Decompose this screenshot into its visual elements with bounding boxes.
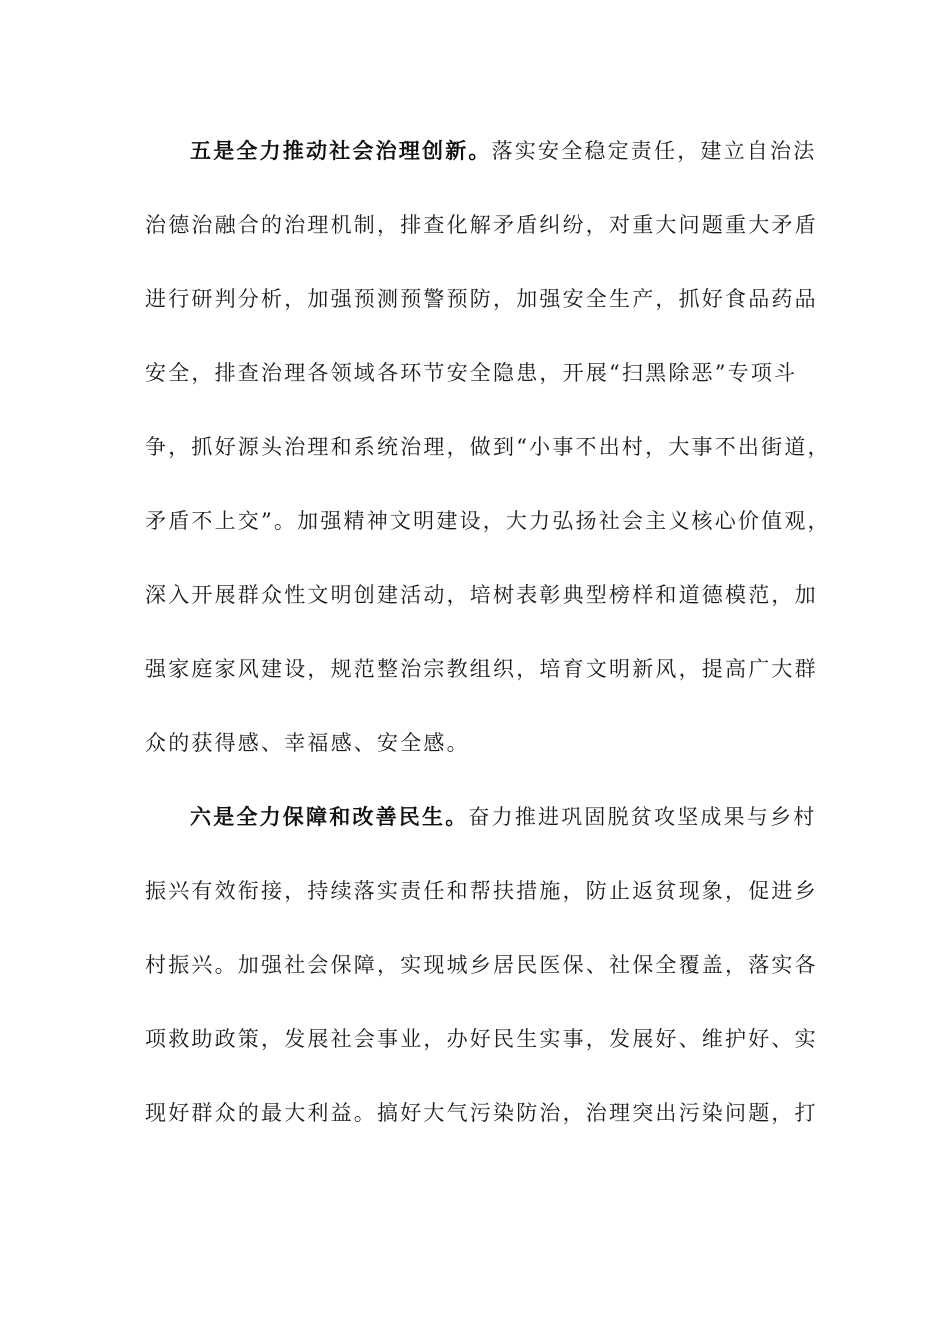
paragraph-2-line-1: [190, 797, 817, 837]
paragraph-1-line-7: 深入开展群众性文明创建活动，培树表彰典型榜样和道德模范，加: [145, 583, 818, 607]
paragraph-1-line-1: [190, 131, 817, 171]
paragraph-1-line-5: 争，抓好源头治理和系统治理，做到“小事不出村，大事不出街道，: [145, 435, 831, 459]
paragraph-1-line-6: 矛盾不上交”。加强精神文明建设，大力弘扬社会主义核心价值观，: [145, 509, 831, 533]
paragraph-1-line-3: 进行研判分析，加强预测预警预防，加强安全生产，抓好食品药品: [145, 287, 818, 311]
paragraph-2-line-4: 项救助政策，发展社会事业，办好民生实事，发展好、维护好、实: [145, 1027, 818, 1051]
paragraph-1-line-8: 强家庭家风建设，规范整治宗教组织，培育文明新风，提高广大群: [145, 657, 818, 681]
paragraph-1-line-2: 治德治融合的治理机制，排查化解矛盾纠纷，对重大问题重大矛盾: [145, 213, 818, 237]
paragraph-2-line-3: 村振兴。加强社会保障，实现城乡居民医保、社保全覆盖，落实各: [145, 953, 818, 977]
paragraph-2-line-2: 振兴有效衔接，持续落实责任和帮扶措施，防止返贫现象，促进乡: [145, 879, 818, 903]
paragraph-2-text: 奋力推进巩固脱贫攻坚成果与乡村: [468, 805, 817, 829]
paragraph-1-lead: 五是全力推动社会治理创新。: [190, 139, 492, 163]
paragraph-2-lead: 六是全力保障和改善民生。: [190, 805, 469, 829]
paragraph-2-line-5: 现好群众的最大利益。搞好大气污染防治，治理突出污染问题，打: [145, 1101, 818, 1125]
paragraph-1-line-4: 安全，排查治理各领域各环节安全隐患，开展“扫黑除恶”专项斗: [145, 361, 798, 385]
paragraph-1-line-9: 众的获得感、幸福感、安全感。: [145, 731, 470, 755]
paragraph-1-text: 落实安全稳定责任，建立自治法: [491, 139, 817, 163]
